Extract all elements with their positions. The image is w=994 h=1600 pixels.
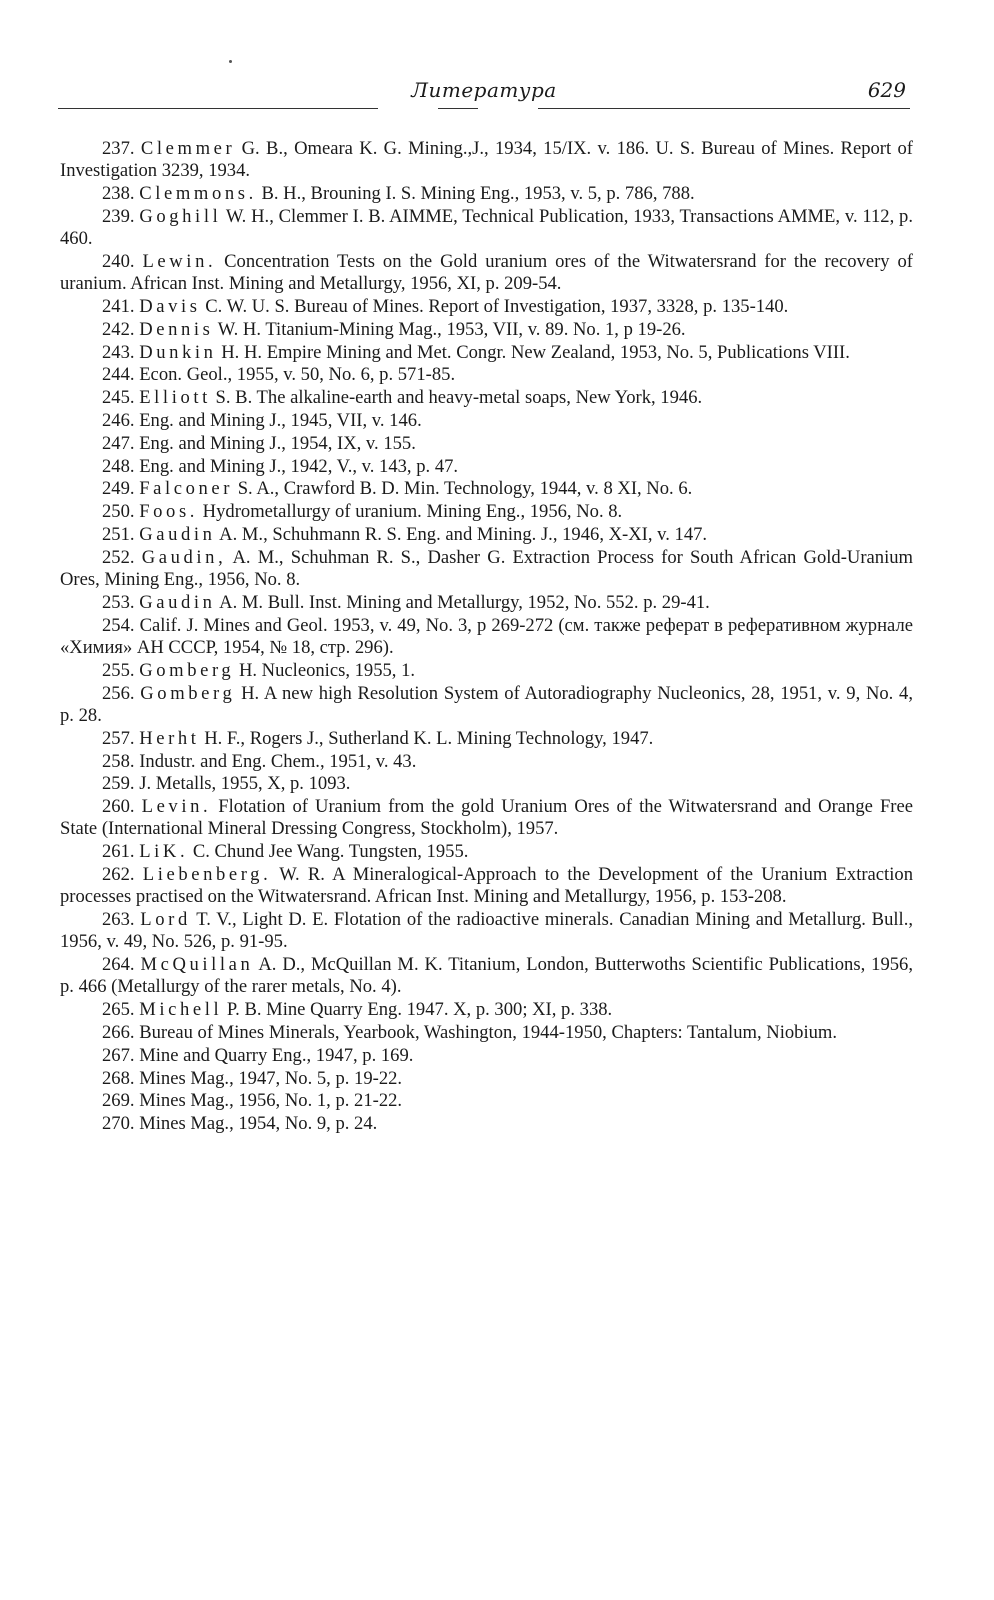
reference-details: Mines Mag., 1954, No. 9, p. 24.	[139, 1113, 378, 1135]
reference-details: T. V., Light D. E. Flotation of the radioactive minerals. Canadian Mining and Metallurg. Bull., 1956, v. 49, No. 526, p. 91-95.	[60, 909, 913, 953]
reference-entry	[60, 410, 913, 432]
reference-author: Gomberg	[140, 682, 236, 704]
reference-details: W. R. A Mineralogical-Approach to the Development of the Uranium Extraction processes practised on the Witwatersrand. African Inst. Mining and Metallurgy, 1956, p. 153-208.	[60, 864, 913, 908]
header-rule-left	[58, 108, 378, 109]
reference-number: 270.	[102, 1113, 135, 1135]
reference-author: McQuillan	[140, 954, 254, 976]
reference-entry	[60, 296, 913, 318]
reference-details: Mines Mag., 1947, No. 5, p. 19-22.	[139, 1067, 403, 1089]
reference-number: 243.	[102, 341, 135, 363]
reference-entry	[60, 342, 913, 364]
reference-entry	[60, 1022, 913, 1044]
reference-author: Gaudin	[139, 591, 216, 613]
reference-entry	[60, 206, 913, 251]
reference-entry	[60, 364, 913, 386]
reference-details: H. F., Rogers J., Sutherland K. L. Mining Technology, 1947.	[199, 727, 654, 749]
reference-number: 251.	[102, 524, 135, 546]
reference-number: 242.	[102, 318, 135, 340]
reference-author: Lewin.	[142, 250, 217, 272]
reference-author: LiK.	[139, 841, 189, 863]
reference-number: 259.	[102, 773, 135, 795]
reference-details: C. W. U. S. Bureau of Mines. Report of Investigation, 1937, 3328, p. 135-140.	[200, 296, 789, 318]
reference-number: 256.	[102, 682, 135, 704]
reference-number: 267.	[102, 1044, 135, 1066]
reference-author: Dunkin	[139, 341, 217, 363]
reference-number: 257.	[102, 727, 135, 749]
reference-entry	[60, 547, 913, 592]
reference-number: 249.	[102, 478, 135, 500]
reference-entry	[60, 387, 913, 409]
reference-author: Elliott	[139, 387, 211, 409]
reference-details: Flotation of Uranium from the gold Uranium Ores of the Witwatersrand and Orange Free State (International Mineral Dressing Congress, Stockholm), 1957.	[60, 796, 913, 840]
reference-entry	[60, 1045, 913, 1067]
reference-number: 250.	[102, 501, 135, 523]
reference-details: Mine and Quarry Eng., 1947, p. 169.	[139, 1044, 414, 1066]
reference-number: 239.	[102, 205, 135, 227]
reference-entry	[60, 841, 913, 863]
reference-entry	[60, 592, 913, 614]
reference-details: H. A new high Resolution System of Autoradiography Nucleonics, 28, 1951, v. 9, No. 4, p. 28.	[60, 682, 913, 726]
reference-number: 240.	[102, 250, 135, 272]
reference-number: 246.	[102, 410, 135, 432]
header-rule-right	[538, 108, 910, 109]
reference-entry	[60, 751, 913, 773]
reference-entry	[60, 864, 913, 909]
reference-number: 245.	[102, 387, 135, 409]
reference-number: 255.	[102, 659, 135, 681]
reference-details: A. M. Bull. Inst. Mining and Metallurgy, 1952, No. 552. p. 29-41.	[215, 591, 710, 613]
reference-author: Liebenberg.	[142, 864, 272, 885]
reference-details: Eng. and Mining J., 1942, V., v. 143, p. 47.	[139, 455, 459, 477]
reference-author: Gaudin	[139, 524, 216, 546]
reference-details: W. H. Titanium-Mining Mag., 1953, VII, v. 89. No. 1, p 19-26.	[213, 318, 686, 340]
reference-entry	[60, 615, 913, 660]
reference-number: 261.	[102, 841, 135, 863]
reference-details: Eng. and Mining J., 1954, IX, v. 155.	[139, 432, 416, 454]
reference-number: 260.	[102, 796, 135, 818]
reference-author: Foos.	[139, 501, 199, 523]
reference-entry	[60, 660, 913, 682]
reference-details: Bureau of Mines Minerals, Yearbook, Washington, 1944-1950, Chapters: Tantalum, Niobium.	[139, 1022, 838, 1044]
reference-details: Econ. Geol., 1955, v. 50, No. 6, p. 571-85.	[139, 364, 456, 386]
reference-author: Falconer	[139, 478, 234, 500]
reference-details: H. H. Empire Mining and Met. Congr. New Zealand, 1953, No. 5, Publications VIII.	[216, 341, 850, 363]
reference-number: 241.	[102, 296, 135, 318]
reference-details: A. D., McQuillan M. K. Titanium, London, Butterwoths Scientific Publications, 1956, p. 466 (Metallurgy of the rarer metals, No. 4).	[60, 954, 913, 998]
reference-entry	[60, 954, 913, 999]
reference-author: Clemmons.	[139, 183, 257, 205]
reference-details: S. A., Crawford B. D. Min. Technology, 1944, v. 8 XI, No. 6.	[233, 478, 693, 500]
header-rule-middle	[438, 108, 478, 109]
reference-entry	[60, 456, 913, 478]
reference-author: Gomberg	[139, 659, 235, 681]
reference-entry	[60, 796, 913, 841]
running-title: Литература	[411, 78, 557, 102]
reference-list	[60, 138, 913, 1136]
reference-number: 237.	[102, 138, 135, 159]
reference-number: 238.	[102, 183, 135, 205]
reference-entry	[60, 683, 913, 728]
reference-author: Clemmer	[140, 138, 236, 159]
reference-number: 262.	[102, 864, 135, 885]
reference-author: Levin.	[141, 796, 212, 818]
reference-details: Industr. and Eng. Chem., 1951, v. 43.	[139, 750, 417, 772]
reference-entry	[60, 501, 913, 523]
reference-entry	[60, 524, 913, 546]
reference-details: Eng. and Mining J., 1945, VII, v. 146.	[139, 410, 422, 432]
reference-details: Concentration Tests on the Gold uranium ores of the Witwatersrand for the recovery of uranium. African Inst. Mining and Metallurgy, 1956, XI, p. 209-54.	[60, 250, 913, 295]
reference-author: Davis	[139, 296, 201, 318]
reference-details: Calif. J. Mines and Geol. 1953, v. 49, No. 3, p 269-272 (см. также реферат в реферативном журнале «Химия» АН СССР, 1954, № 18, стр. 296).	[60, 614, 913, 659]
reference-details: W. H., Clemmer I. B. AIMME, Technical Publication, 1933, Transactions AMME, v. 112, p. 460.	[60, 205, 913, 250]
reference-details: G. B., Omeara K. G. Mining.,J., 1934, 15/IX. v. 186. U. S. Bureau of Mines. Report of Investigation 3239, 1934.	[60, 138, 913, 182]
reference-author: Herht	[139, 727, 200, 749]
reference-number: 264.	[102, 954, 135, 976]
reference-entry	[60, 251, 913, 296]
reference-details: H. Nucleonics, 1955, 1.	[234, 659, 416, 681]
reference-entry	[60, 909, 913, 954]
reference-number: 269.	[102, 1090, 135, 1112]
reference-entry	[60, 999, 913, 1021]
reference-details: J. Metalls, 1955, X, p. 1093.	[139, 773, 351, 795]
reference-entry	[60, 1113, 913, 1135]
reference-author: Michell	[139, 999, 223, 1021]
reference-number: 265.	[102, 999, 135, 1021]
reference-number: 258.	[102, 750, 135, 772]
reference-details: C. Chund Jee Wang. Tungsten, 1955.	[188, 841, 469, 863]
reference-number: 248.	[102, 455, 135, 477]
reference-details: B. H., Brouning I. S. Mining Eng., 1953, v. 5, p. 786, 788.	[256, 183, 695, 205]
reference-details: A. M., Schuhmann R. S. Eng. and Mining. J., 1946, X-XI, v. 147.	[215, 524, 708, 546]
page-number: 629	[867, 78, 906, 102]
reference-entry	[60, 773, 913, 795]
print-speck	[229, 60, 232, 63]
reference-number: 254.	[102, 614, 135, 636]
reference-author: Goghill	[139, 205, 222, 227]
reference-number: 266.	[102, 1022, 135, 1044]
reference-author: Lord	[140, 909, 191, 931]
reference-author: Dennis	[139, 318, 214, 340]
reference-entry	[60, 1068, 913, 1090]
reference-number: 252.	[102, 546, 135, 568]
reference-author: Gaudin,	[141, 546, 227, 568]
reference-entry	[60, 433, 913, 455]
reference-number: 263.	[102, 909, 135, 931]
reference-number: 253.	[102, 591, 135, 613]
reference-entry	[60, 728, 913, 750]
reference-number: 244.	[102, 364, 135, 386]
reference-entry	[60, 319, 913, 341]
reference-number: 268.	[102, 1067, 135, 1089]
reference-details: P. B. Mine Quarry Eng. 1947. X, p. 300; XI, p. 338.	[222, 999, 613, 1021]
page-header	[58, 78, 910, 108]
reference-entry	[60, 1090, 913, 1112]
reference-entry	[60, 183, 913, 205]
reference-details: Mines Mag., 1956, No. 1, p. 21-22.	[139, 1090, 403, 1112]
reference-details: Hydrometallurgy of uranium. Mining Eng., 1956, No. 8.	[198, 501, 623, 523]
reference-entry	[60, 478, 913, 500]
reference-number: 247.	[102, 432, 135, 454]
reference-entry	[60, 138, 913, 183]
reference-details: S. B. The alkaline-earth and heavy-metal soaps, New York, 1946.	[210, 387, 703, 409]
reference-details: A. M., Schuhman R. S., Dasher G. Extraction Process for South African Gold-Uranium Ores, Mining Eng., 1956, No. 8.	[60, 546, 913, 591]
